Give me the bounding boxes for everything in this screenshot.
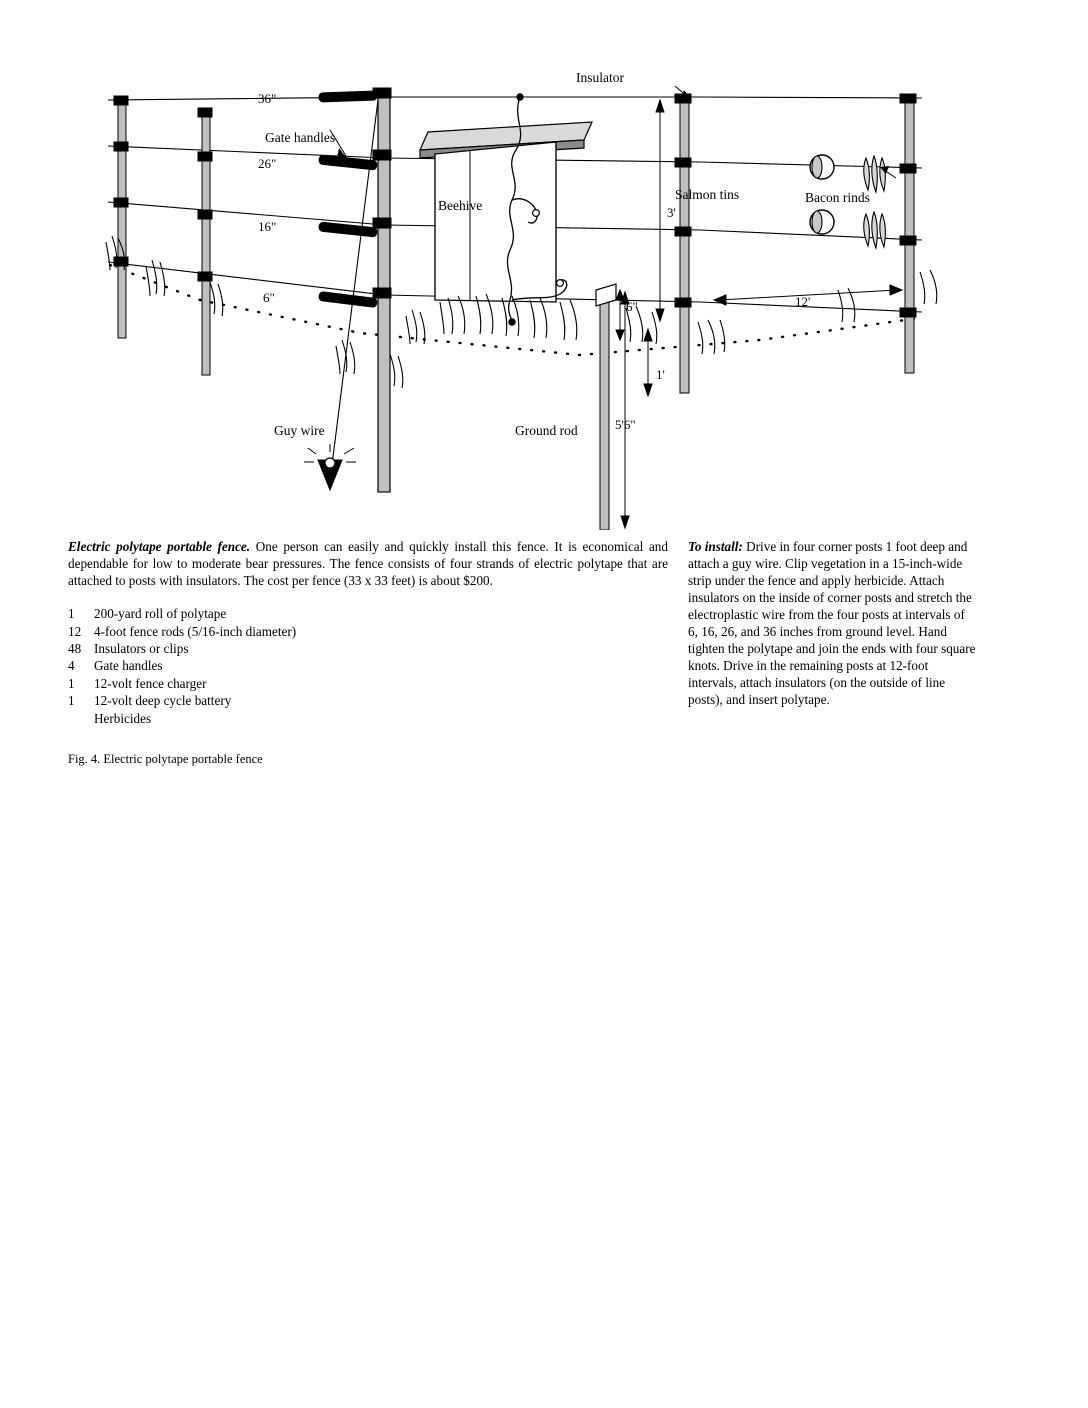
fence-diagram-svg: [60, 50, 1040, 530]
parts-row: [68, 623, 668, 640]
part-item: 4-foot fence rods (5/16-inch diameter): [94, 623, 297, 639]
part-qty: 4: [68, 658, 75, 674]
label-guy-wire: Guy wire: [274, 423, 325, 438]
right-body: Drive in four corner posts 1 foot deep and attach a guy wire. Clip vegetation in a 15-inch-wide strip under the fence and apply herbicide. Attach insulators on the inside of corner posts and stretch the electroplastic wire from the four posts at intervals of 6, 16, 26, and 36 inches from ground level. Hand tighten the polytape and join the ends with four square knots. Drive in the remaining posts at 12-foot intervals, attach insulators (on the outside of line posts), and insert polytape.: [688, 539, 976, 708]
dimension-1ft: 1': [656, 367, 665, 382]
parts-row: [68, 675, 668, 692]
part-item: 12-volt deep cycle battery: [94, 693, 232, 709]
label-gate-handles: Gate handles: [265, 130, 336, 145]
label-ground-rod: Ground rod: [515, 423, 578, 438]
part-qty: 12: [68, 623, 82, 639]
figure-caption: Fig. 4. Electric polytape portable fence: [68, 752, 263, 766]
parts-row: [68, 657, 668, 674]
part-item: 200-yard roll of polytape: [94, 606, 227, 622]
part-item: Insulators or clips: [94, 640, 189, 656]
part-qty: 48: [68, 640, 82, 656]
part-qty: 1: [68, 693, 75, 709]
part-qty: 1: [68, 606, 75, 622]
left-lead: Electric polytape portable fence.: [68, 539, 251, 554]
height-label-6: 6": [263, 290, 275, 305]
dimension-5ft6in: 5'6": [615, 417, 636, 432]
label-bacon-rinds: Bacon rinds: [805, 190, 870, 205]
right-column: [688, 538, 978, 708]
dimension-6in: 6": [626, 299, 638, 314]
left-body: One person can easily and quickly install this fence. It is economical and dependable for low to moderate bear pressures. The fence consists of four strands of electric polytape that are attached to posts with insulators. The cost per fence (33 x 33 feet) is about $200.: [68, 539, 668, 589]
label-salmon-tins: Salmon tins: [675, 187, 740, 202]
label-beehive: Beehive: [438, 198, 483, 213]
parts-list: [68, 605, 668, 727]
height-label-36: 36": [258, 91, 277, 106]
label-insulator: Insulator: [576, 70, 624, 85]
part-item: Herbicides: [94, 710, 152, 726]
part-qty: 1: [68, 675, 75, 691]
part-item: 12-volt fence charger: [94, 675, 207, 691]
right-lead: To install:: [688, 539, 743, 554]
parts-row: [68, 605, 668, 622]
dimension-3ft: 3': [667, 205, 676, 220]
parts-row: [68, 692, 668, 709]
height-label-26: 26": [258, 156, 277, 171]
dimension-12ft: 12': [795, 294, 811, 309]
parts-row: [68, 710, 668, 727]
part-item: Gate handles: [94, 658, 163, 674]
parts-row: [68, 640, 668, 657]
height-label-16: 16": [258, 219, 277, 234]
left-column: [68, 538, 668, 727]
fence-diagram: [60, 50, 1040, 530]
